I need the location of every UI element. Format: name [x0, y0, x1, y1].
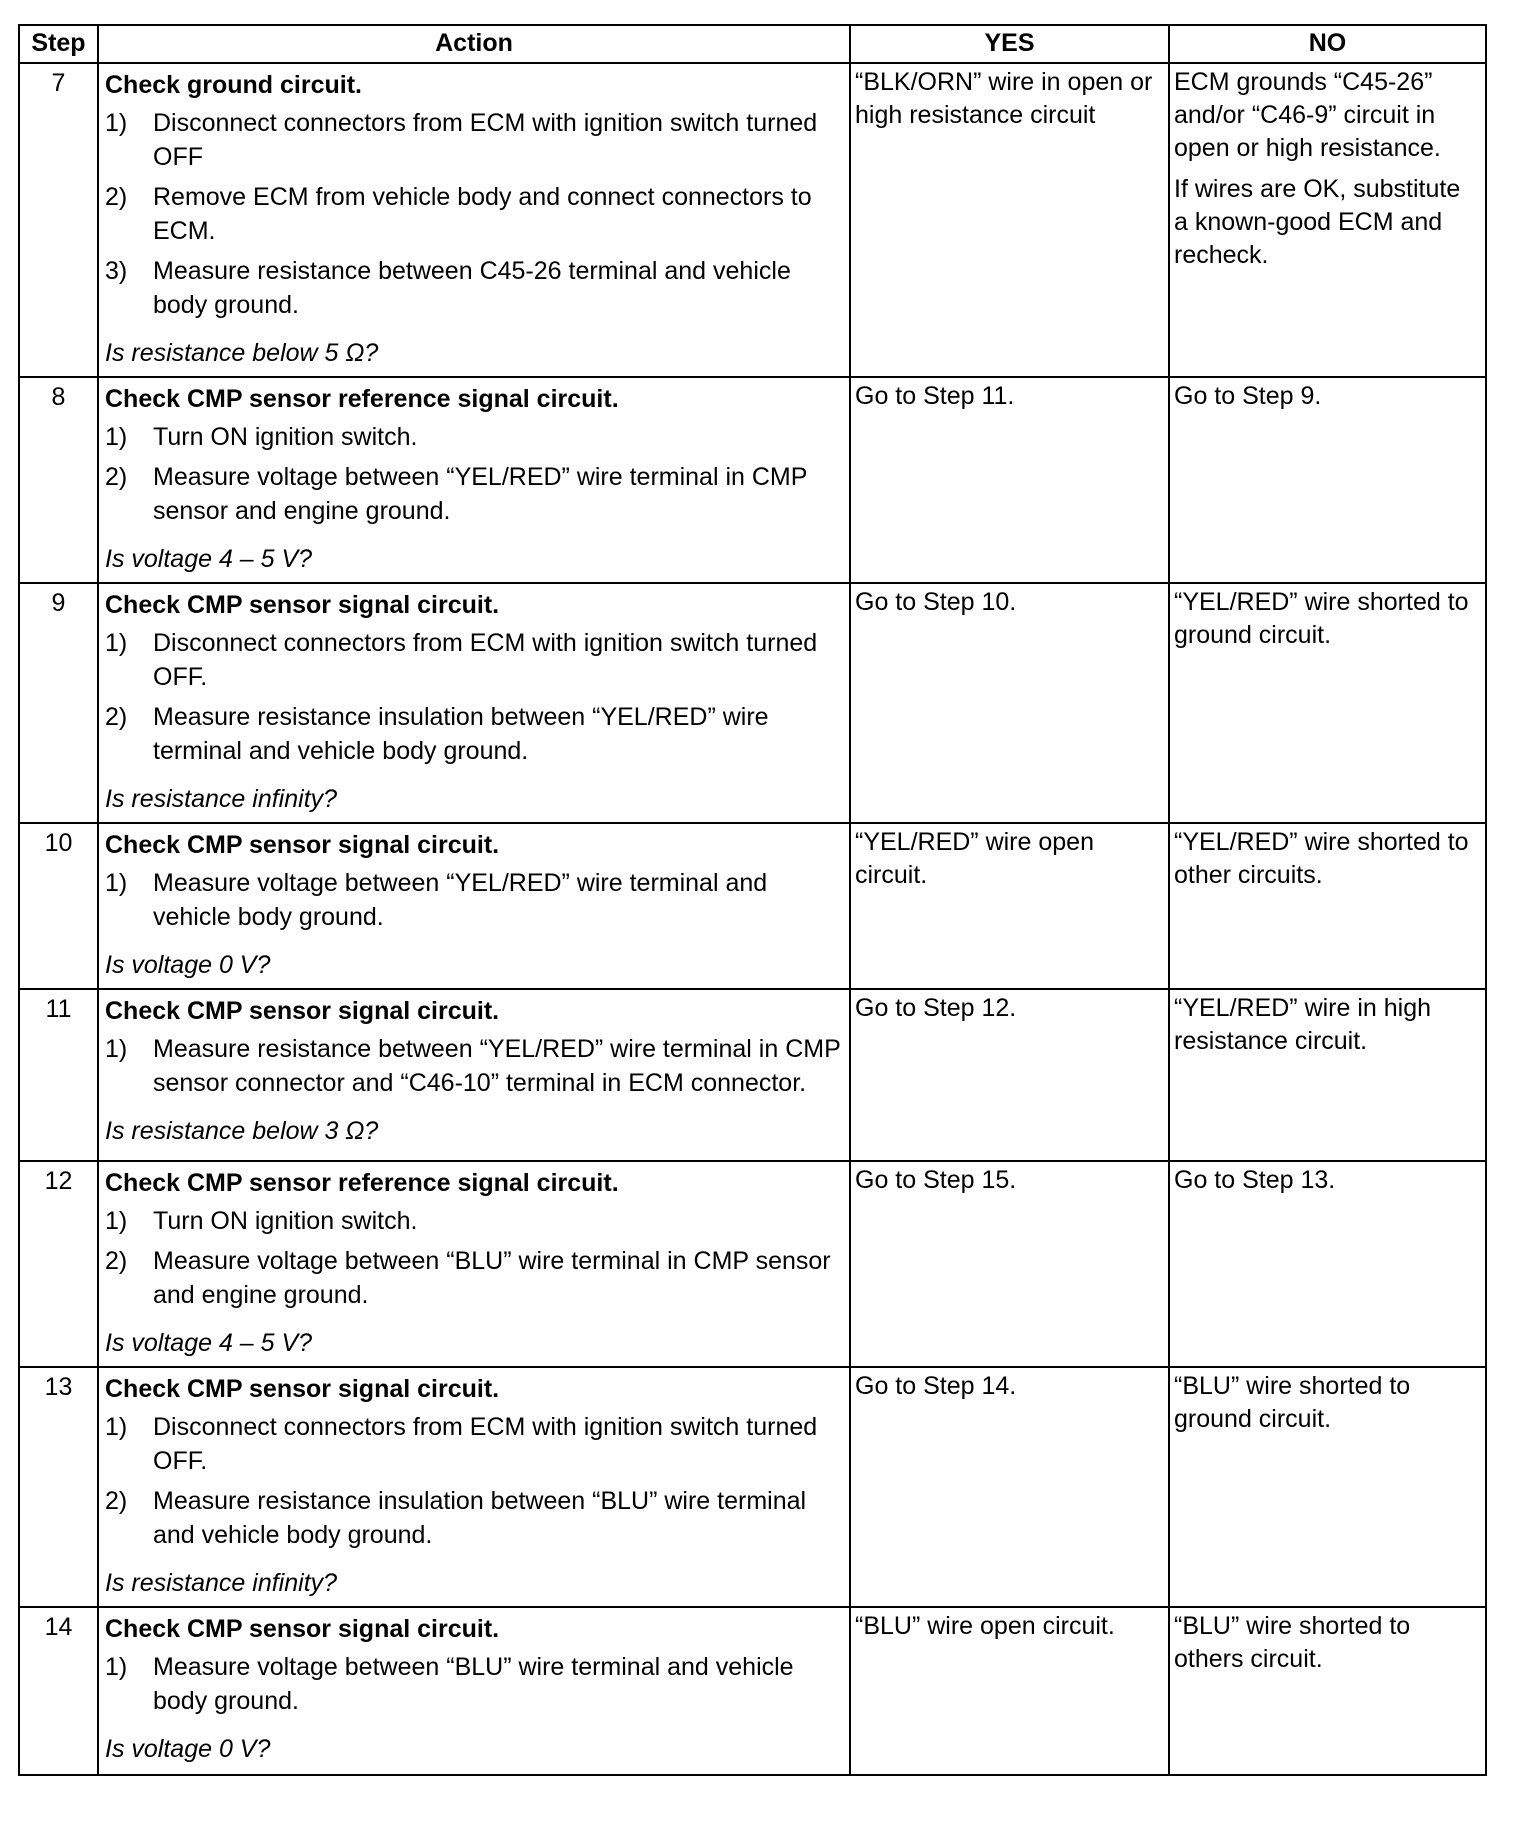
substep-number: 1) — [105, 1207, 128, 1235]
substep-item — [105, 626, 843, 694]
header-step: Step — [19, 25, 98, 63]
no-result-text: “YEL/RED” wire in high resistance circuit. — [1174, 994, 1432, 1055]
step-number: 13 — [19, 1367, 98, 1607]
no-result-text: “YEL/RED” wire shorted to ground circuit. — [1174, 588, 1469, 649]
substep-text: Turn ON ignition switch. — [153, 423, 418, 451]
action-title: Check CMP sensor signal circuit. — [105, 997, 500, 1025]
substep-item — [105, 866, 843, 934]
no-result-text: ECM grounds “C45-26” and/or “C46-9” circuit in open or high resistance. — [1174, 68, 1441, 162]
substep-text: Disconnect connectors from ECM with ignition switch turned OFF. — [153, 1413, 818, 1475]
table-row — [19, 1161, 1486, 1367]
substep-item — [105, 1032, 843, 1100]
action-title: Check ground circuit. — [105, 71, 362, 99]
substep-item — [105, 106, 843, 174]
substep-list — [105, 866, 843, 934]
no-result — [1169, 63, 1486, 377]
header-yes: YES — [850, 25, 1169, 63]
substep-item — [105, 1650, 843, 1718]
substep-text: Measure voltage between “YEL/RED” wire terminal in CMP sensor and engine ground. — [153, 463, 807, 525]
action-question: Is resistance below 5 Ω? — [105, 339, 379, 367]
yes-result: Go to Step 10. — [850, 583, 1169, 823]
yes-result: Go to Step 14. — [850, 1367, 1169, 1607]
no-result — [1169, 1161, 1486, 1367]
step-number: 14 — [19, 1607, 98, 1775]
substep-number: 1) — [105, 423, 128, 451]
yes-result: “YEL/RED” wire open circuit. — [850, 823, 1169, 989]
action-cell — [98, 63, 850, 377]
substep-text: Measure resistance insulation between “YEL/RED” wire terminal and vehicle body ground. — [153, 703, 769, 765]
action-title: Check CMP sensor reference signal circuit. — [105, 1169, 619, 1197]
table-row — [19, 823, 1486, 989]
substep-text: Disconnect connectors from ECM with ignition switch turned OFF — [153, 109, 818, 171]
table-body — [19, 63, 1486, 1775]
substep-list — [105, 1032, 843, 1100]
substep-item — [105, 460, 843, 528]
step-number: 12 — [19, 1161, 98, 1367]
action-cell — [98, 1161, 850, 1367]
action-title: Check CMP sensor signal circuit. — [105, 1375, 500, 1403]
substep-item — [105, 254, 843, 322]
action-title: Check CMP sensor signal circuit. — [105, 591, 500, 619]
action-question: Is voltage 4 – 5 V? — [105, 545, 313, 573]
action-cell — [98, 823, 850, 989]
step-number: 7 — [19, 63, 98, 377]
step-number: 8 — [19, 377, 98, 583]
substep-number: 3) — [105, 257, 128, 285]
table-row — [19, 377, 1486, 583]
no-result — [1169, 1367, 1486, 1607]
substep-item — [105, 1410, 843, 1478]
substep-item — [105, 420, 843, 454]
table-row — [19, 989, 1486, 1161]
action-question: Is voltage 0 V? — [105, 951, 271, 979]
substep-number: 1) — [105, 629, 128, 657]
action-question: Is voltage 4 – 5 V? — [105, 1329, 313, 1357]
substep-text: Remove ECM from vehicle body and connect connectors to ECM. — [153, 183, 812, 245]
substep-list — [105, 1650, 843, 1718]
no-result-text: “YEL/RED” wire shorted to other circuits. — [1174, 828, 1469, 889]
substep-number: 1) — [105, 109, 128, 137]
step-number: 11 — [19, 989, 98, 1161]
action-cell — [98, 377, 850, 583]
table-row — [19, 63, 1486, 377]
substep-text: Measure resistance between “YEL/RED” wire terminal in CMP sensor connector and “C46-10” terminal in ECM connector. — [153, 1035, 841, 1097]
no-result-text: “BLU” wire shorted to others circuit. — [1174, 1612, 1411, 1673]
substep-item — [105, 700, 843, 768]
substep-text: Measure resistance insulation between “BLU” wire terminal and vehicle body ground. — [153, 1487, 807, 1549]
action-cell — [98, 1607, 850, 1775]
step-number: 10 — [19, 823, 98, 989]
no-result — [1169, 989, 1486, 1161]
action-cell — [98, 989, 850, 1161]
substep-number: 2) — [105, 463, 128, 491]
action-cell — [98, 1367, 850, 1607]
substep-list — [105, 106, 843, 322]
header-no: NO — [1169, 25, 1486, 63]
substep-list — [105, 1204, 843, 1312]
no-result — [1169, 1607, 1486, 1775]
action-question: Is resistance infinity? — [105, 785, 338, 813]
yes-result: Go to Step 11. — [850, 377, 1169, 583]
yes-result: “BLK/ORN” wire in open or high resistance circuit — [850, 63, 1169, 377]
yes-result: Go to Step 15. — [850, 1161, 1169, 1367]
substep-list — [105, 626, 843, 768]
no-result-text: If wires are OK, substitute a known-good ECM and recheck. — [1174, 175, 1461, 269]
substep-text: Turn ON ignition switch. — [153, 1207, 418, 1235]
substep-text: Measure voltage between “YEL/RED” wire terminal and vehicle body ground. — [153, 869, 768, 931]
substep-text: Measure voltage between “BLU” wire terminal and vehicle body ground. — [153, 1653, 794, 1715]
header-action: Action — [98, 25, 850, 63]
header-row — [19, 25, 1486, 63]
substep-number: 1) — [105, 869, 128, 897]
substep-item — [105, 1244, 843, 1312]
substep-text: Measure voltage between “BLU” wire terminal in CMP sensor and engine ground. — [153, 1247, 831, 1309]
table-row — [19, 583, 1486, 823]
yes-result: Go to Step 12. — [850, 989, 1169, 1161]
action-title: Check CMP sensor signal circuit. — [105, 1615, 500, 1643]
no-result — [1169, 823, 1486, 989]
substep-number: 2) — [105, 703, 128, 731]
substep-number: 1) — [105, 1653, 128, 1681]
no-result — [1169, 583, 1486, 823]
action-cell — [98, 583, 850, 823]
action-title: Check CMP sensor reference signal circuit. — [105, 385, 619, 413]
substep-number: 2) — [105, 1487, 128, 1515]
no-result — [1169, 377, 1486, 583]
substep-list — [105, 420, 843, 528]
no-result-text: Go to Step 9. — [1174, 382, 1322, 410]
substep-text: Disconnect connectors from ECM with ignition switch turned OFF. — [153, 629, 818, 691]
substep-number: 2) — [105, 183, 128, 211]
action-question: Is voltage 0 V? — [105, 1735, 271, 1763]
substep-text: Measure resistance between C45-26 terminal and vehicle body ground. — [153, 257, 791, 319]
no-result-text: “BLU” wire shorted to ground circuit. — [1174, 1372, 1411, 1433]
action-question: Is resistance below 3 Ω? — [105, 1117, 379, 1145]
action-question: Is resistance infinity? — [105, 1569, 338, 1597]
table-row — [19, 1367, 1486, 1607]
substep-item — [105, 180, 843, 248]
yes-result: “BLU” wire open circuit. — [850, 1607, 1169, 1775]
table-row — [19, 1607, 1486, 1775]
step-number: 9 — [19, 583, 98, 823]
substep-number: 1) — [105, 1413, 128, 1441]
substep-list — [105, 1410, 843, 1552]
diagnostic-table — [18, 24, 1487, 1776]
action-title: Check CMP sensor signal circuit. — [105, 831, 500, 859]
substep-number: 1) — [105, 1035, 128, 1063]
substep-item — [105, 1204, 843, 1238]
substep-number: 2) — [105, 1247, 128, 1275]
substep-item — [105, 1484, 843, 1552]
no-result-text: Go to Step 13. — [1174, 1166, 1336, 1194]
